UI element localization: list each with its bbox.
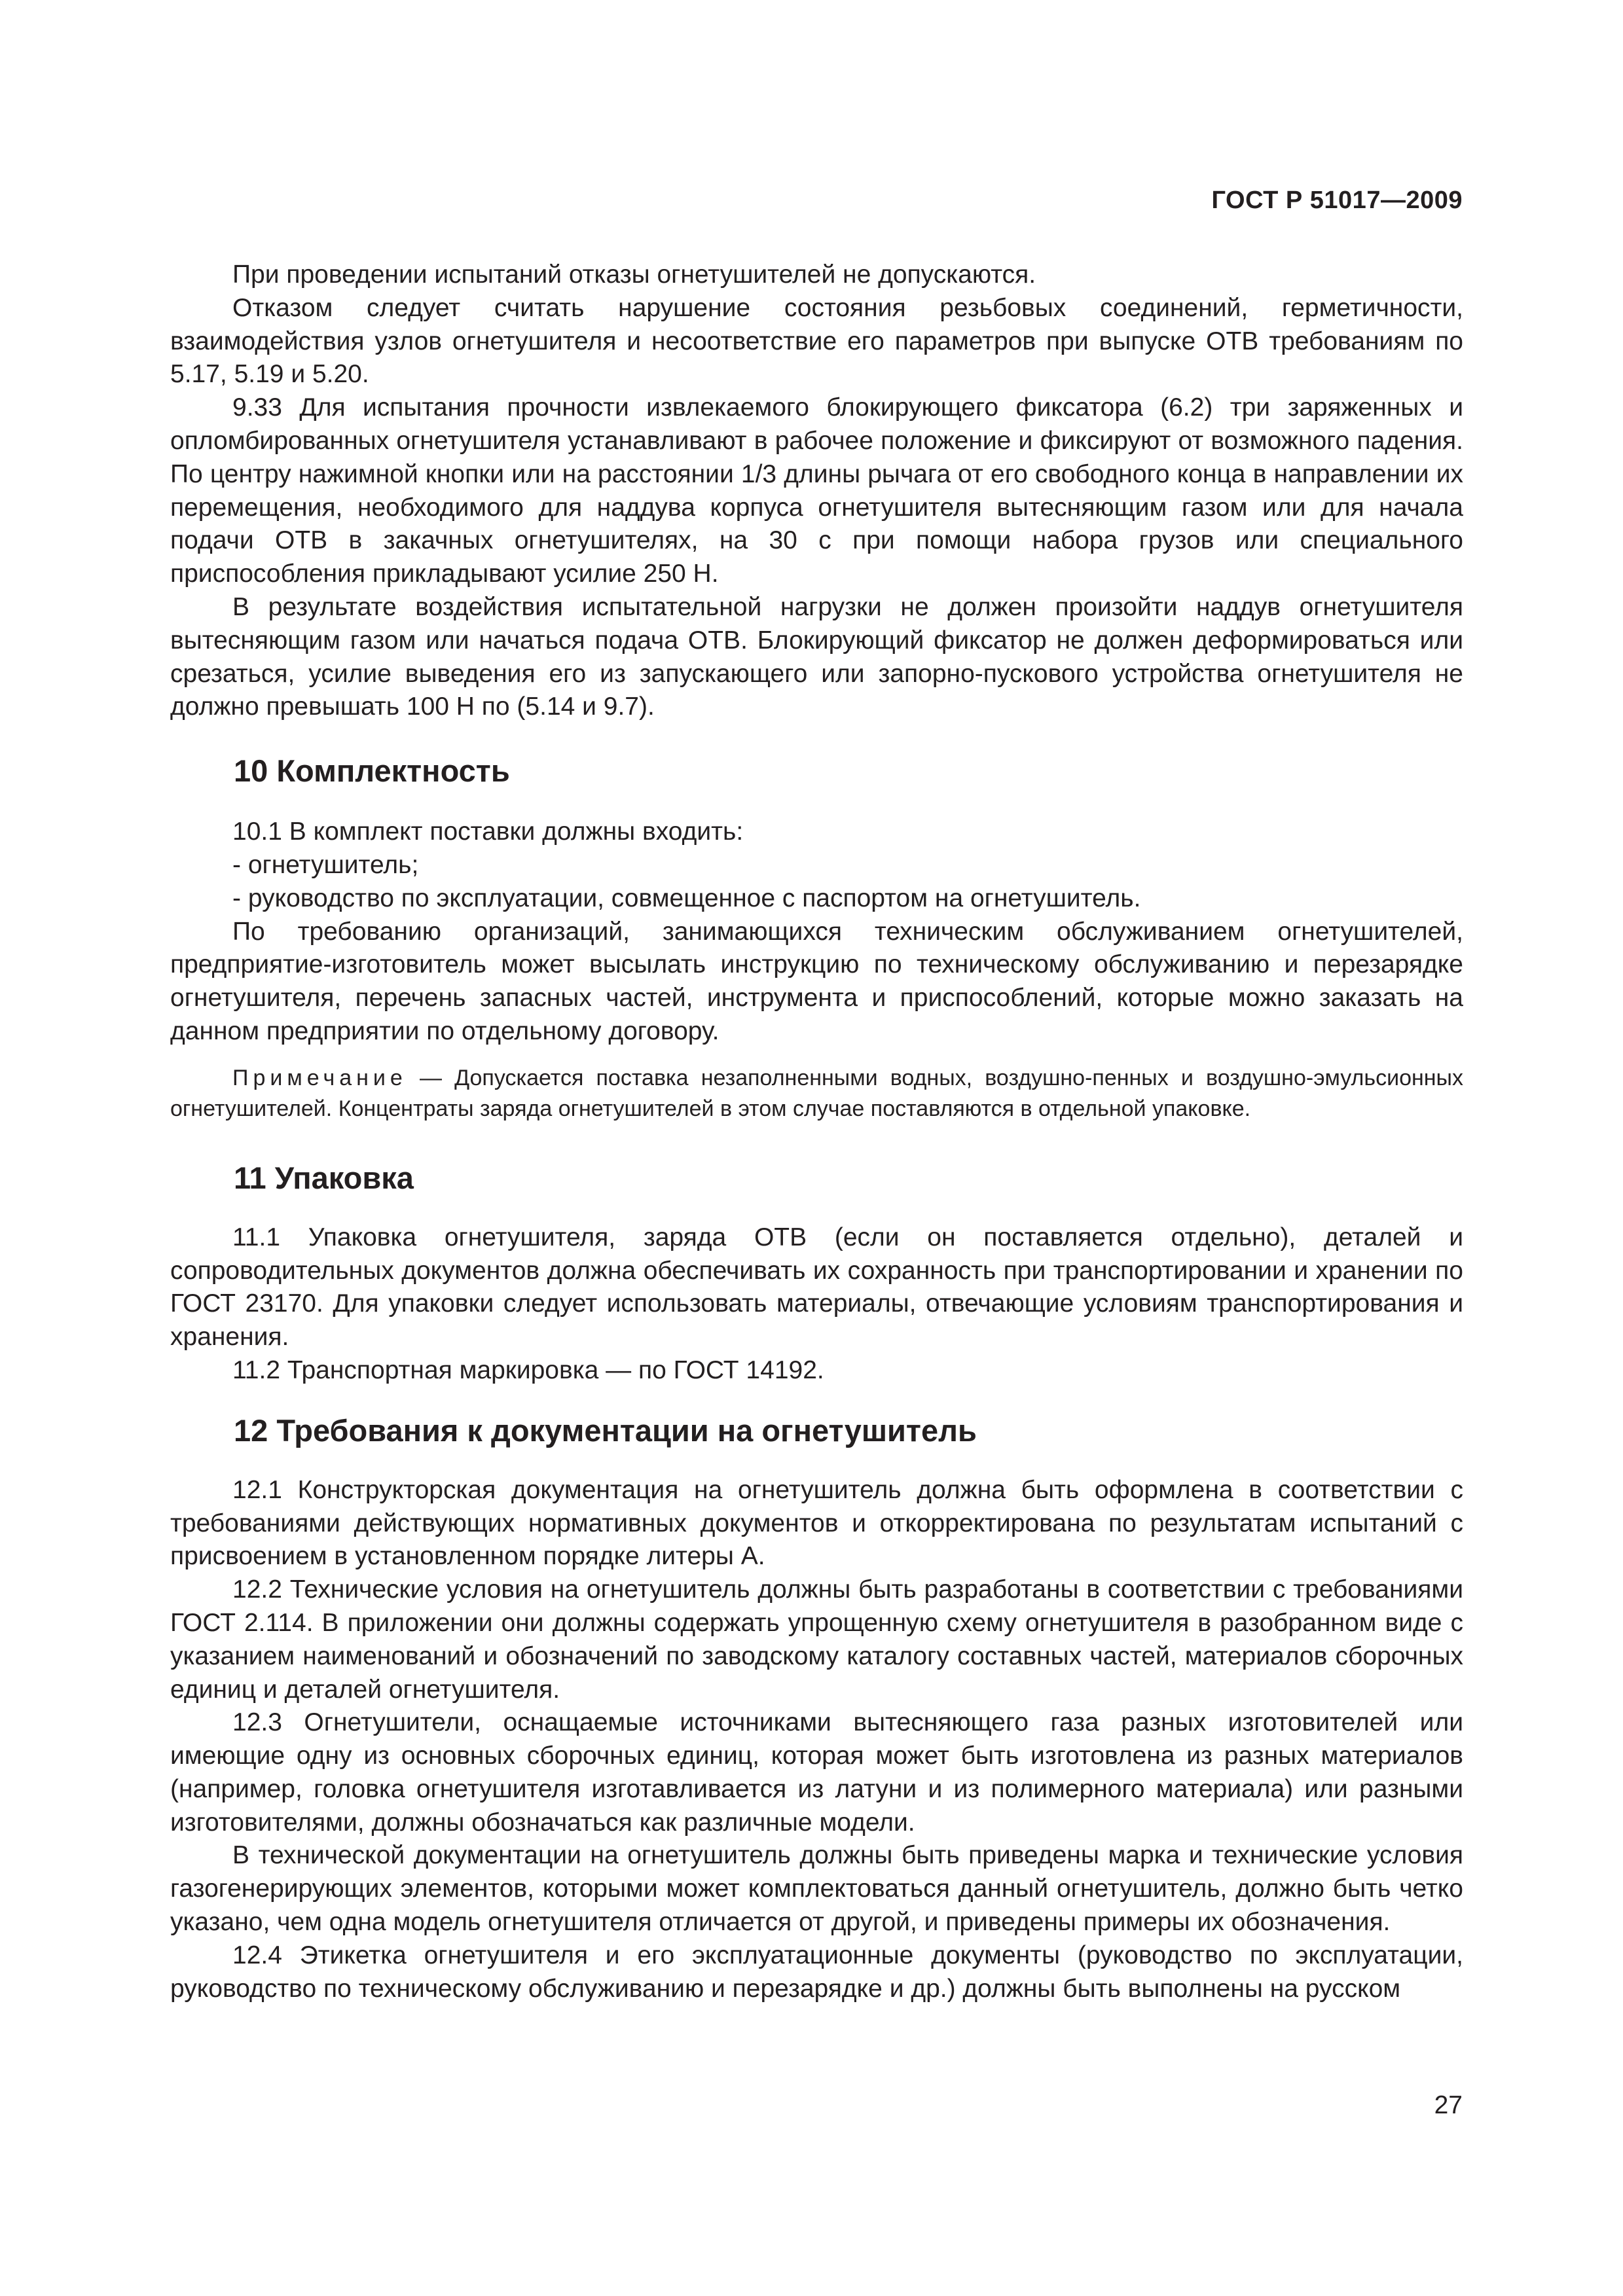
document-code-header: ГОСТ Р 51017—2009 — [1211, 187, 1463, 214]
paragraph: 12.1 Конструкторская документация на огнетушитель должна быть оформлена в соответствии с требованиями действующих нормативных документов и откорректирована по результатам испытаний с присвоением в установленном порядке литеры А. — [170, 1475, 1463, 1571]
note — [170, 1063, 1463, 1124]
paragraph: В результате воздействия испытательной нагрузки не должен произойти наддув огнетушителя вытесняющим газом или начаться подача ОТВ. Блокирующий фиксатор не должен деформироваться или срезаться, усилие выведения его из запускающего или запорно-пускового устройства огнетушителя не должно превышать 100 Н по (5.14 и 9.7). — [170, 592, 1463, 721]
note-text: — Допускается поставка незаполненными водных, воздушно-пенных и воздушно-эмульсионных огнетушителей. Концентраты заряда огнетушителей в этом случае поставляются в отдельной упаковке. — [170, 1065, 1463, 1121]
paragraph: 9.33 Для испытания прочности извлекаемого блокирующего фиксатора (6.2) три заряженных и опломбированных огнетушителя устанавливают в рабочее положение и фиксируют от возможного падения. По центру нажимной кнопки или на расстоянии 1/3 длины рычага от его свободного конца в направлении их перемещения, необходимого для наддува корпуса огнетушителя вытесняющим газом или для начала подачи ОТВ в закачных огнетушителях, на 30 с при помощи набора грузов или специального приспособления прикладывают усилие 250 Н. — [170, 393, 1463, 588]
page-number: 27 — [1434, 2091, 1463, 2119]
list-item: - огнетушитель; — [232, 850, 419, 879]
paragraph: 10.1 В комплект поставки должны входить: — [232, 817, 744, 846]
paragraph: По требованию организаций, занимающихся техническим обслуживанием огнетушителей, предприятие-изготовитель может высылать инструкцию по техническому обслуживанию и перезарядке огнетушителя, перечень запасных частей, инструмента и приспособлений, которые можно заказать на данном предприятии по отдельному договору. — [170, 917, 1463, 1045]
paragraph: 12.2 Технические условия на огнетушитель должны быть разработаны в соответствии с требованиями ГОСТ 2.114. В приложении они должны содержать упрощенную схему огнетушителя в разобранном виде с указанием наименований и обозначений по заводскому каталогу составных частей, материалов сборочных единиц и деталей огнетушителя. — [170, 1575, 1463, 1704]
paragraph: 12.3 Огнетушители, оснащаемые источниками вытесняющего газа разных изготовителей или имеющие одну из основных сборочных единиц, которая может быть изготовлена из разных материалов (например, головка огнетушителя изготавливается из латуни и из полимерного материала) или разными изготовителями, должны обозначаться как различные модели. — [170, 1708, 1463, 1837]
list-item: - руководство по эксплуатации, совмещенное с паспортом на огнетушитель. — [232, 884, 1141, 912]
paragraph: 11.1 Упаковка огнетушителя, заряда ОТВ (если он поставляется отдельно), деталей и сопроводительных документов должна обеспечивать их сохранность при транспортировании и хранении по ГОСТ 23170. Для упаковки следует использовать материалы, отвечающие условиям транспортирования и хранения. — [170, 1223, 1463, 1352]
section-heading: 11 Упаковка — [234, 1160, 414, 1195]
paragraph: 12.4 Этикетка огнетушителя и его эксплуатационные документы (руководство по эксплуатации, руководство по техническому обслуживанию и перезарядке и др.) должны быть выполнены на русском — [170, 1941, 1463, 2003]
page-body — [170, 259, 1463, 2005]
paragraph: Отказом следует считать нарушение состояния резьбовых соединений, герметичности, взаимодействия узлов огнетушителя и несоответствие его параметров при выпуске ОТВ требованиям по 5.17, 5.19 и 5.20. — [170, 293, 1463, 389]
paragraph: При проведении испытаний отказы огнетушителей не допускаются. — [232, 260, 1036, 289]
paragraph: 11.2 Транспортная маркировка — по ГОСТ 14192. — [232, 1355, 824, 1384]
note-label: Примечание — [232, 1065, 407, 1090]
paragraph: В технической документации на огнетушитель должны быть приведены марка и технические условия газогенерирующих элементов, которыми может комплектоваться данный огнетушитель, должно быть четко указано, чем одна модель огнетушителя отличается от другой, и приведены примеры их обозначения. — [170, 1841, 1463, 1937]
section-heading: 12 Требования к документации на огнетушитель — [234, 1412, 977, 1448]
section-heading: 10 Комплектность — [234, 753, 510, 789]
